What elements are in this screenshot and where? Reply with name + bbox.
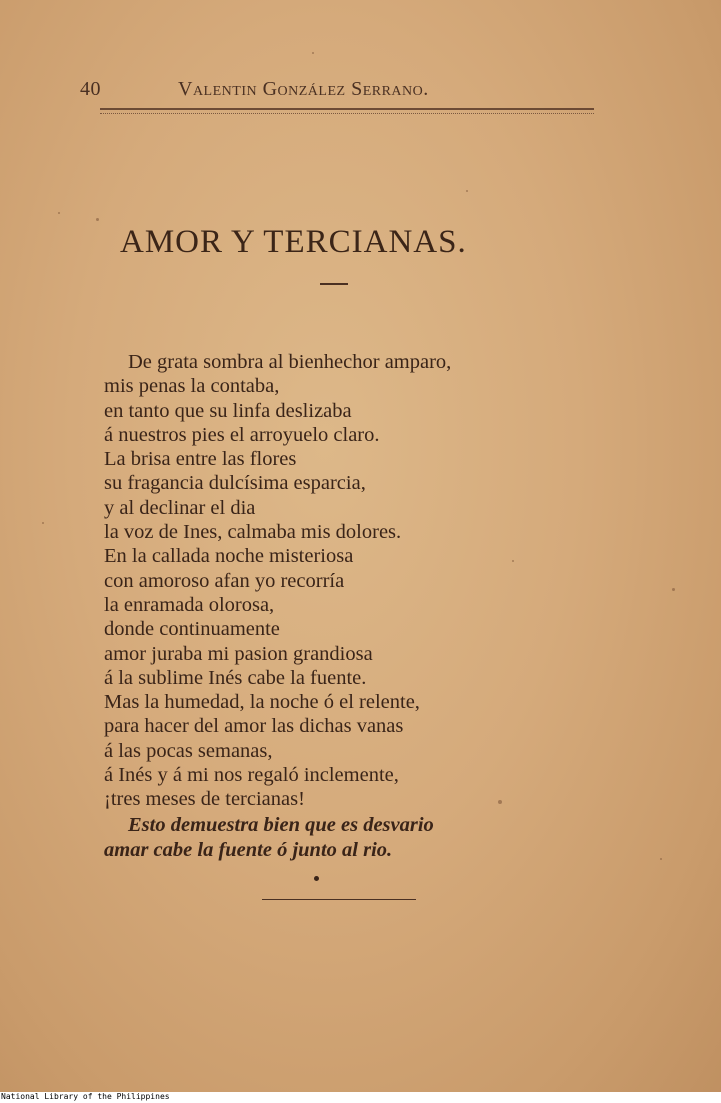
poem-line: La brisa entre las flores — [104, 448, 297, 471]
moral-line: amar cabe la fuente ó junto al rio. — [104, 839, 393, 861]
end-rule — [262, 899, 416, 900]
poem-line: donde continuamente — [104, 618, 280, 641]
poem-line: De grata sombra al bienhechor amparo, — [128, 351, 452, 373]
poem-line: su fragancia dulcísima esparcia, — [104, 472, 366, 495]
poem-line: á nuestros pies el arroyuelo claro. — [104, 423, 380, 446]
poem-line: para hacer del amor las dichas vanas — [104, 715, 404, 738]
moral-line: Esto demuestra bien que es desvario — [128, 814, 434, 836]
footer-strip — [0, 1092, 721, 1103]
poem-line: Mas la humedad, la noche ó el relente, — [104, 691, 420, 714]
paper-speck — [312, 52, 314, 54]
paper-speck — [42, 522, 44, 524]
poem-line: á la sublime Inés cabe la fuente. — [104, 666, 367, 689]
poem-title: AMOR Y TERCIANAS. — [120, 224, 467, 260]
poem-line: con amoroso afan yo recorría — [104, 569, 345, 592]
paper-speck — [58, 212, 60, 214]
poem-line: á las pocas semanas, — [104, 739, 273, 762]
paper-speck — [466, 190, 468, 192]
poem-line: mis penas la contaba, — [104, 375, 280, 398]
end-ornament-dot — [314, 876, 319, 881]
header-rule — [100, 108, 594, 114]
poem-line: la voz de Ines, calmaba mis dolores. — [104, 521, 402, 544]
poem-line: la enramada olorosa, — [104, 593, 275, 616]
poem-line: En la callada noche misteriosa — [104, 545, 354, 568]
poem-moral — [104, 813, 574, 863]
paper-speck — [660, 858, 662, 860]
paper-speck — [672, 588, 675, 591]
author-name: Valentin González Serrano. — [178, 78, 429, 100]
library-credit: National Library of the Philippines — [1, 1092, 170, 1101]
poem-line: en tanto que su linfa deslizaba — [104, 399, 352, 422]
title-rule — [320, 283, 348, 285]
running-head — [78, 76, 598, 106]
poem-line: y al declinar el dia — [104, 496, 256, 519]
poem-line: amor juraba mi pasion grandiosa — [104, 642, 373, 665]
poem-line: á Inés y á mi nos regaló inclemente, — [104, 764, 399, 787]
poem-line: ¡tres meses de tercianas! — [104, 788, 305, 811]
page-number: 40 — [80, 78, 101, 100]
poem-body — [104, 350, 574, 812]
paper-speck — [96, 218, 99, 221]
